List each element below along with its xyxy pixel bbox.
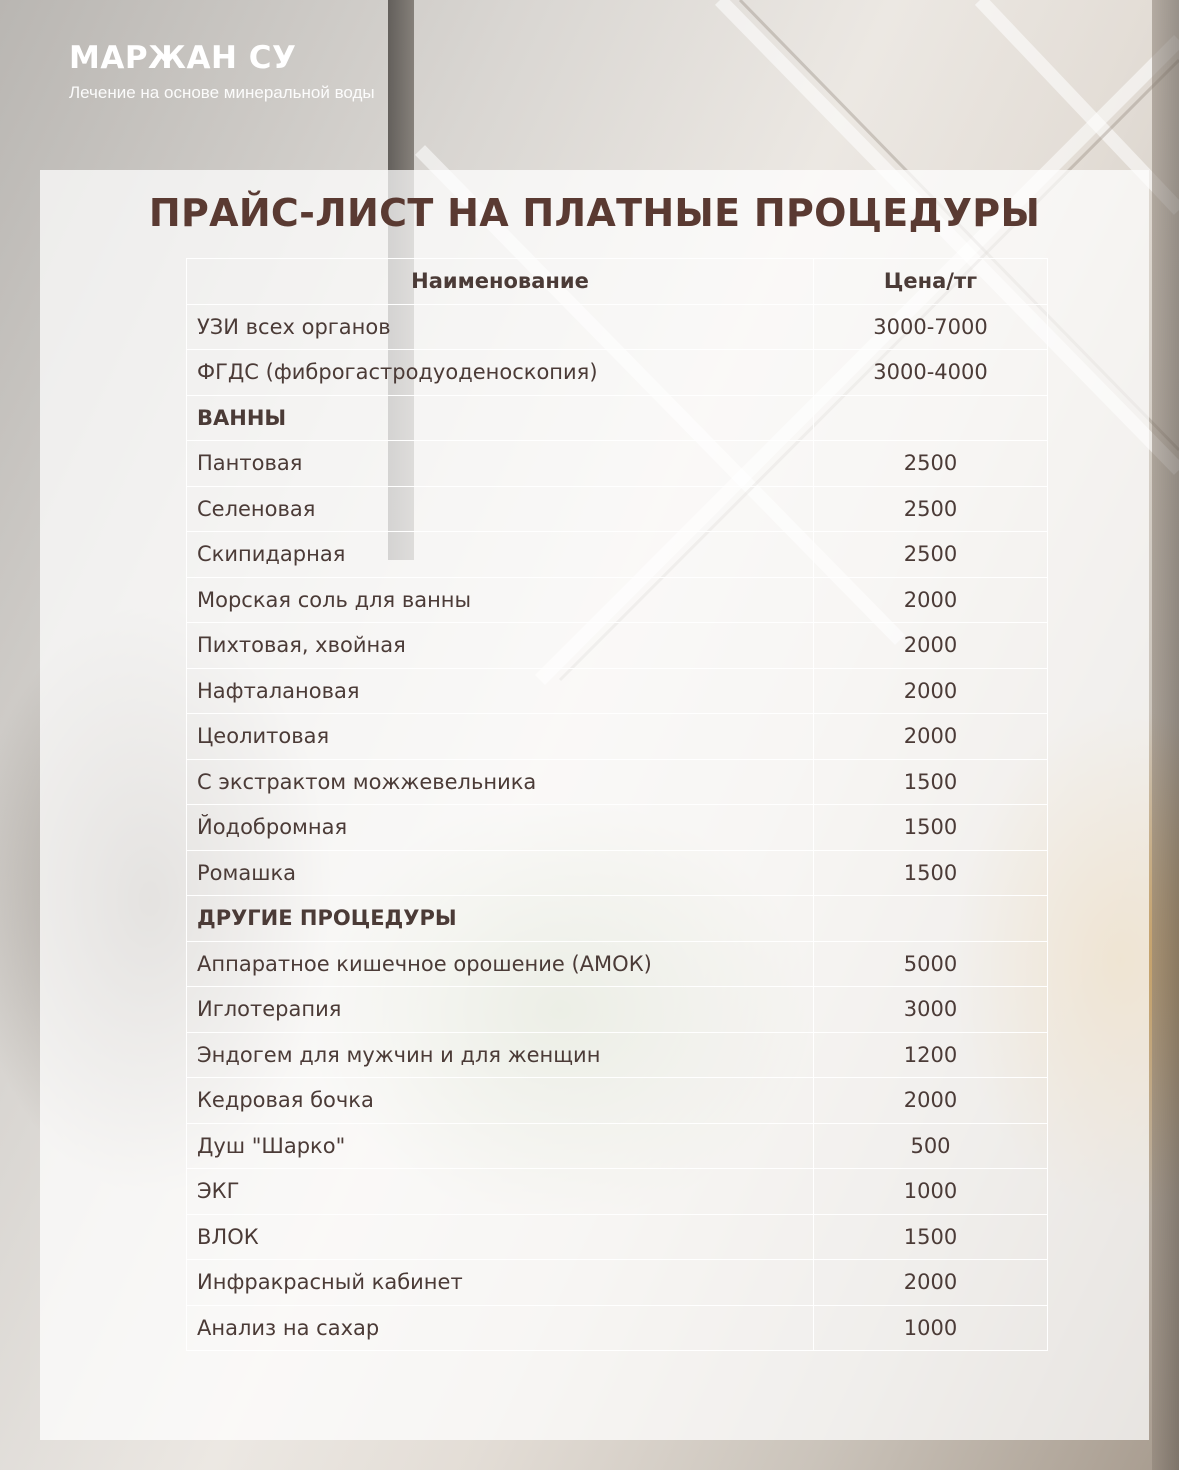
procedure-price: 3000	[814, 987, 1048, 1033]
procedure-name: Пантовая	[187, 441, 814, 487]
procedure-price: 2000	[814, 623, 1048, 669]
procedure-name: ЭКГ	[187, 1169, 814, 1215]
procedure-price: 1000	[814, 1305, 1048, 1351]
table-row	[187, 1305, 1048, 1351]
procedure-price: 1500	[814, 1214, 1048, 1260]
procedure-name: Пихтовая, хвойная	[187, 623, 814, 669]
section-title: ДРУГИЕ ПРОЦЕДУРЫ	[187, 896, 814, 942]
section-title: ВАННЫ	[187, 395, 814, 441]
section-row	[187, 896, 1048, 942]
price-list-card	[40, 170, 1149, 1440]
procedure-price: 500	[814, 1123, 1048, 1169]
table-row	[187, 850, 1048, 896]
procedure-name: С экстрактом можжевельника	[187, 759, 814, 805]
procedure-price: 3000-4000	[814, 350, 1048, 396]
procedure-price: 1500	[814, 850, 1048, 896]
procedure-price: 1500	[814, 805, 1048, 851]
procedure-name: Иглотерапия	[187, 987, 814, 1033]
procedure-price: 2000	[814, 577, 1048, 623]
procedure-price: 3000-7000	[814, 304, 1048, 350]
procedure-price: 2000	[814, 1260, 1048, 1306]
background-frame-right	[1152, 0, 1179, 1470]
table-row	[187, 1032, 1048, 1078]
procedure-price: 2500	[814, 486, 1048, 532]
table-row	[187, 486, 1048, 532]
procedure-price: 1500	[814, 759, 1048, 805]
brand-header	[69, 38, 375, 108]
table-row	[187, 668, 1048, 714]
procedure-name: Кедровая бочка	[187, 1078, 814, 1124]
brand-subtitle: Лечение на основе минеральной воды	[69, 83, 375, 102]
procedure-name: Скипидарная	[187, 532, 814, 578]
table-row	[187, 759, 1048, 805]
table-row	[187, 1214, 1048, 1260]
procedure-price	[814, 896, 1048, 942]
table-row	[187, 577, 1048, 623]
table-row	[187, 1260, 1048, 1306]
table-row	[187, 350, 1048, 396]
procedure-name: Аппаратное кишечное орошение (АМОК)	[187, 941, 814, 987]
procedure-price: 2500	[814, 441, 1048, 487]
price-table-body	[187, 304, 1048, 1351]
table-row	[187, 941, 1048, 987]
table-row	[187, 532, 1048, 578]
procedure-price: 2000	[814, 668, 1048, 714]
price-list-title: ПРАЙС-ЛИСТ НА ПЛАТНЫЕ ПРОЦЕДУРЫ	[148, 191, 1041, 235]
procedure-name: Инфракрасный кабинет	[187, 1260, 814, 1306]
procedure-name: Ромашка	[187, 850, 814, 896]
brand-title: МАРЖАН СУ	[69, 40, 297, 76]
procedure-price	[814, 395, 1048, 441]
table-row	[187, 1169, 1048, 1215]
procedure-price: 1200	[814, 1032, 1048, 1078]
procedure-name: Эндогем для мужчин и для женщин	[187, 1032, 814, 1078]
procedure-price: 2000	[814, 1078, 1048, 1124]
table-row	[187, 1123, 1048, 1169]
procedure-name: Анализ на сахар	[187, 1305, 814, 1351]
price-table	[186, 258, 1048, 1351]
table-row	[187, 714, 1048, 760]
procedure-name: ФГДС (фиброгастродуоденоскопия)	[187, 350, 814, 396]
column-header-name: Наименование	[187, 259, 814, 305]
procedure-name: Селеновая	[187, 486, 814, 532]
table-row	[187, 304, 1048, 350]
procedure-name: УЗИ всех органов	[187, 304, 814, 350]
procedure-price: 2500	[814, 532, 1048, 578]
procedure-name: Морская соль для ванны	[187, 577, 814, 623]
procedure-name: Йодобромная	[187, 805, 814, 851]
table-row	[187, 623, 1048, 669]
table-row	[187, 805, 1048, 851]
table-row	[187, 1078, 1048, 1124]
table-header-row	[187, 259, 1048, 305]
column-header-price: Цена/тг	[814, 259, 1048, 305]
procedure-name: Душ "Шарко"	[187, 1123, 814, 1169]
procedure-name: Цеолитовая	[187, 714, 814, 760]
procedure-price: 2000	[814, 714, 1048, 760]
table-row	[187, 987, 1048, 1033]
table-row	[187, 441, 1048, 487]
section-row	[187, 395, 1048, 441]
procedure-price: 1000	[814, 1169, 1048, 1215]
procedure-name: ВЛОК	[187, 1214, 814, 1260]
procedure-name: Нафталановая	[187, 668, 814, 714]
procedure-price: 5000	[814, 941, 1048, 987]
